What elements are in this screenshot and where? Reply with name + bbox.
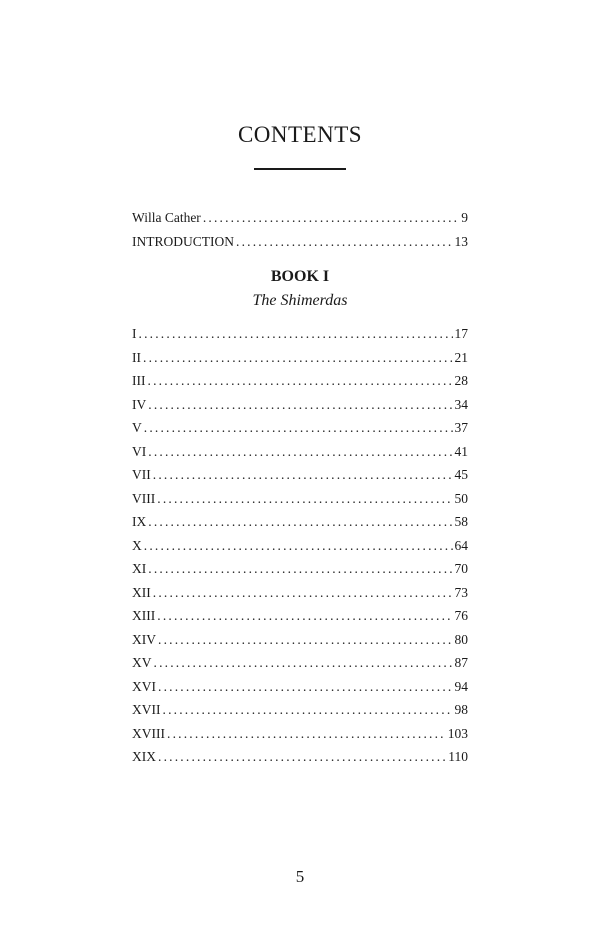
dot-leader xyxy=(163,698,453,722)
dot-leader xyxy=(143,346,453,370)
toc-entry-label: VI xyxy=(132,443,147,459)
dot-leader xyxy=(158,628,453,652)
toc-entry-chapter[interactable] xyxy=(132,510,468,534)
toc-entry-chapter[interactable] xyxy=(132,675,468,699)
toc-entry-page: 80 xyxy=(454,631,468,647)
toc-entry-chapter[interactable] xyxy=(132,534,468,558)
toc-entry-page: 41 xyxy=(454,443,468,459)
toc-entry-chapter[interactable] xyxy=(132,651,468,675)
toc-entry-page: 13 xyxy=(454,233,468,249)
toc-entry-page: 64 xyxy=(454,537,468,553)
dot-leader xyxy=(139,322,453,346)
toc-entry-label: Willa Cather xyxy=(132,210,201,225)
toc-entry-chapter[interactable] xyxy=(132,722,468,746)
dot-leader xyxy=(157,604,452,628)
dot-leader xyxy=(167,722,446,746)
toc-entry-chapter[interactable] xyxy=(132,604,468,628)
toc-entry-page: 21 xyxy=(454,349,468,365)
dot-leader xyxy=(154,651,453,675)
toc-entry-label: XV xyxy=(132,655,152,670)
toc-entry-label: I xyxy=(132,326,137,341)
page-title: CONTENTS xyxy=(237,122,363,147)
dot-leader xyxy=(144,534,453,558)
toc-entry-page: 17 xyxy=(454,326,468,341)
toc-entry-chapter[interactable] xyxy=(132,745,468,769)
toc-entry-chapter[interactable] xyxy=(132,322,468,346)
dot-leader xyxy=(158,745,446,769)
toc-entry-chapter[interactable] xyxy=(132,698,468,722)
book-heading: BOOK I xyxy=(270,268,330,285)
toc-entry-introduction[interactable] xyxy=(132,230,468,254)
toc-entry-chapter[interactable] xyxy=(132,463,468,487)
dot-leader xyxy=(158,675,453,699)
toc-entry-label: V xyxy=(132,420,142,435)
dot-leader xyxy=(153,581,453,605)
dot-leader xyxy=(148,440,452,464)
toc-entry-page: 70 xyxy=(454,561,468,576)
toc-entry-chapter[interactable] xyxy=(132,487,468,511)
toc-entry-page: 76 xyxy=(454,608,468,623)
dot-leader xyxy=(148,510,452,534)
toc-entry-chapter[interactable] xyxy=(132,581,468,605)
toc-entry-page: 110 xyxy=(448,749,468,764)
toc-entry-label: II xyxy=(132,349,141,365)
toc-entry-chapter[interactable] xyxy=(132,346,468,370)
toc-entry-label: XIV xyxy=(132,631,156,647)
toc-entry-label: XVII xyxy=(132,702,161,717)
toc-entry-page: 94 xyxy=(454,678,468,694)
toc-entry-label: VII xyxy=(132,467,151,482)
toc-entry-page: 28 xyxy=(454,373,468,388)
front-matter-list xyxy=(132,206,468,253)
toc-entry-label: XVIII xyxy=(132,725,165,741)
dot-leader xyxy=(148,369,453,393)
toc-entry-chapter[interactable] xyxy=(132,416,468,440)
dot-leader xyxy=(203,206,459,230)
toc-entry-chapter[interactable] xyxy=(132,440,468,464)
toc-entry-page: 50 xyxy=(454,490,468,506)
chapter-list xyxy=(132,322,468,769)
book-subtitle: The Shimerdas xyxy=(252,292,348,309)
toc-entry-label: XIII xyxy=(132,608,156,623)
dot-leader xyxy=(148,557,452,581)
toc-entry-page: 9 xyxy=(461,210,468,225)
toc-entry-page: 37 xyxy=(454,420,468,435)
toc-entry-label: IX xyxy=(132,514,147,529)
page-number: 5 xyxy=(295,867,305,886)
toc-entry-page: 45 xyxy=(454,467,468,482)
toc-entry-page: 98 xyxy=(454,702,468,717)
toc-entry-label: X xyxy=(132,537,142,553)
toc-entry-page: 87 xyxy=(454,655,468,670)
toc-entry-label: XI xyxy=(132,561,147,576)
toc-entry-page: 34 xyxy=(454,396,468,412)
toc-entry-label: XVI xyxy=(132,678,156,694)
toc-entry-label: IV xyxy=(132,396,147,412)
toc-entry-page: 103 xyxy=(447,725,468,741)
toc-entry-page: 58 xyxy=(454,514,468,529)
toc-entry-label: XIX xyxy=(132,749,156,764)
dot-leader xyxy=(153,463,453,487)
toc-entry-willa-cather[interactable] xyxy=(132,206,468,230)
title-rule xyxy=(254,168,346,170)
toc-entry-label: III xyxy=(132,373,146,388)
toc-entry-page: 73 xyxy=(454,584,468,600)
dot-leader xyxy=(144,416,453,440)
toc-entry-chapter[interactable] xyxy=(132,557,468,581)
toc-entry-label: XII xyxy=(132,584,151,600)
toc-entry-label: INTRODUCTION xyxy=(132,233,234,249)
dot-leader xyxy=(148,393,452,417)
toc-entry-label: VIII xyxy=(132,490,156,506)
toc-entry-chapter[interactable] xyxy=(132,628,468,652)
dot-leader xyxy=(236,230,453,254)
toc-entry-chapter[interactable] xyxy=(132,369,468,393)
dot-leader xyxy=(157,487,452,511)
toc-entry-chapter[interactable] xyxy=(132,393,468,417)
